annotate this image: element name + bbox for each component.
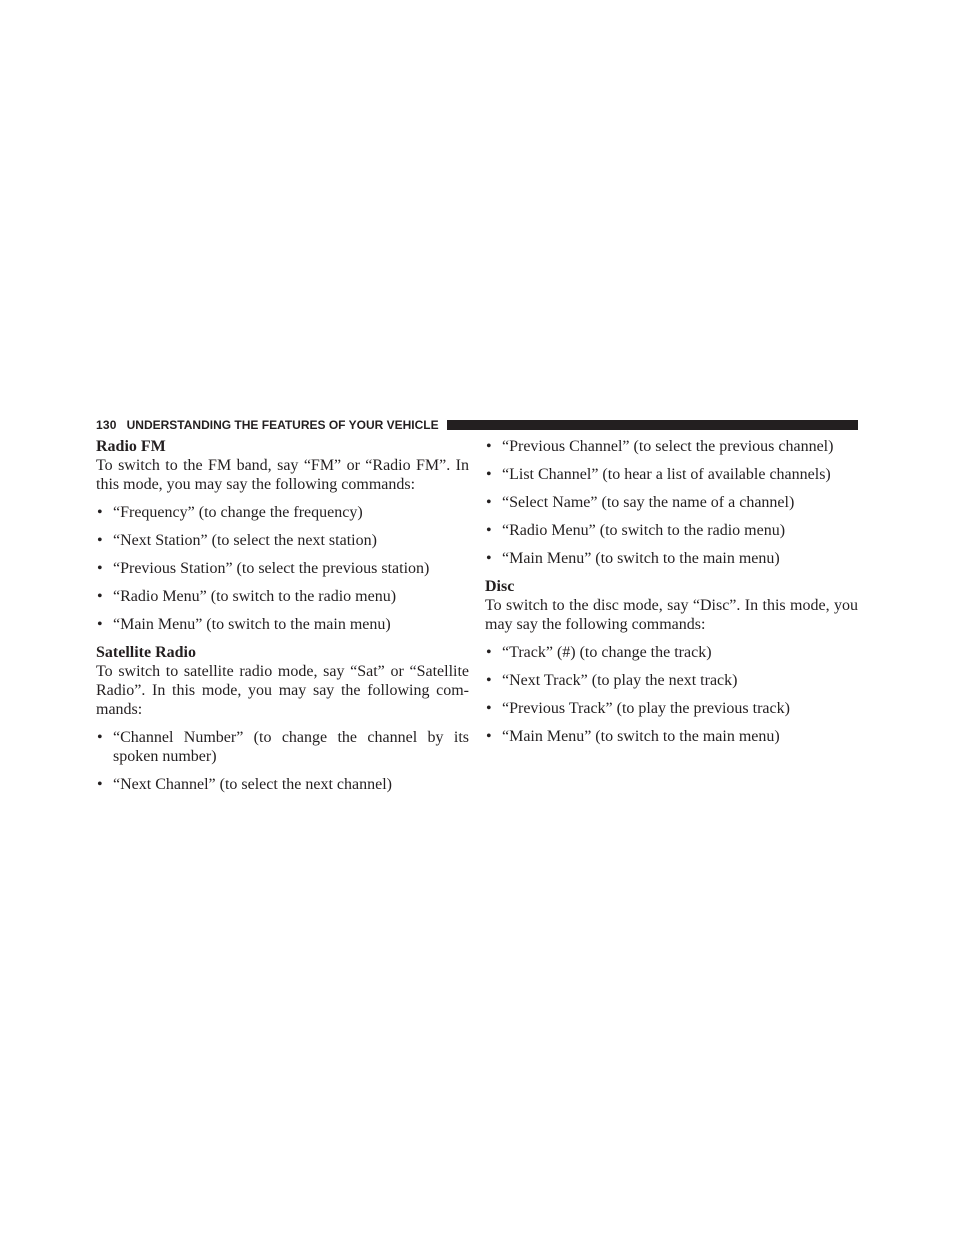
list-item: • “Select Name” (to say the name of a channel): [486, 494, 795, 511]
list-item: • “Previous Track” (to play the previous track): [486, 700, 790, 717]
page-number: 130: [96, 418, 117, 432]
bullet-icon: •: [486, 466, 492, 483]
left-column: [96, 437, 469, 794]
bullet-icon: •: [97, 560, 103, 577]
disc-commands: [485, 643, 858, 746]
disc-intro: To switch to the disc mode, say “Disc”. In this mode, you may say the following commands:: [485, 597, 858, 633]
list-item: • “Main Menu” (to switch to the main menu): [486, 728, 780, 745]
list-item: • “Next Channel” (to select the next channel): [97, 776, 392, 793]
bullet-icon: •: [486, 550, 492, 567]
bullet-icon: •: [97, 776, 103, 793]
bullet-icon: •: [486, 672, 492, 689]
satellite-radio-heading: Satellite Radio: [96, 644, 196, 661]
bullet-icon: •: [486, 728, 492, 745]
satellite-radio-commands-cont: [485, 437, 858, 568]
bullet-icon: •: [486, 644, 492, 661]
list-item: • “Next Track” (to play the next track): [486, 672, 738, 689]
list-item: • “Channel Number” (to change the channel by its spoken number): [97, 729, 469, 765]
bullet-icon: •: [97, 504, 103, 521]
list-item: • “Radio Menu” (to switch to the radio menu): [486, 522, 786, 539]
disc-heading: Disc: [485, 578, 515, 595]
bullet-icon: •: [97, 616, 103, 633]
bullet-icon: •: [486, 438, 492, 455]
radio-fm-intro: To switch to the FM band, say “FM” or “Radio FM”. In this mode, you may say the following commands:: [96, 457, 469, 493]
bullet-icon: •: [486, 700, 492, 717]
list-item: • “Main Menu” (to switch to the main menu): [486, 550, 780, 567]
list-item: • “List Channel” (to hear a list of available channels): [486, 466, 831, 483]
header-rule: [447, 420, 858, 430]
bullet-icon: •: [97, 729, 103, 746]
radio-fm-heading: Radio FM: [96, 438, 166, 455]
list-item: • “Track” (#) (to change the track): [486, 644, 712, 661]
right-column: [485, 437, 858, 746]
satellite-radio-intro: To switch to satellite radio mode, say “Sat” or “Satellite Radio”. In this mode, you may say the following com-mands:: [96, 663, 469, 718]
list-item: • “Frequency” (to change the frequency): [97, 504, 363, 521]
bullet-icon: •: [486, 522, 492, 539]
bullet-icon: •: [486, 494, 492, 511]
bullet-icon: •: [97, 588, 103, 605]
list-item: • “Previous Channel” (to select the previous channel): [486, 438, 834, 455]
list-item: • “Radio Menu” (to switch to the radio menu): [97, 588, 397, 605]
list-item: • “Main Menu” (to switch to the main menu): [97, 616, 391, 633]
satellite-radio-commands: [96, 728, 469, 794]
list-item: • “Next Station” (to select the next station): [97, 532, 377, 549]
radio-fm-commands: [96, 503, 469, 634]
section-title: UNDERSTANDING THE FEATURES OF YOUR VEHICLE: [126, 418, 439, 432]
bullet-icon: •: [97, 532, 103, 549]
list-item: • “Previous Station” (to select the previous station): [97, 560, 430, 577]
page-header: [96, 417, 858, 433]
